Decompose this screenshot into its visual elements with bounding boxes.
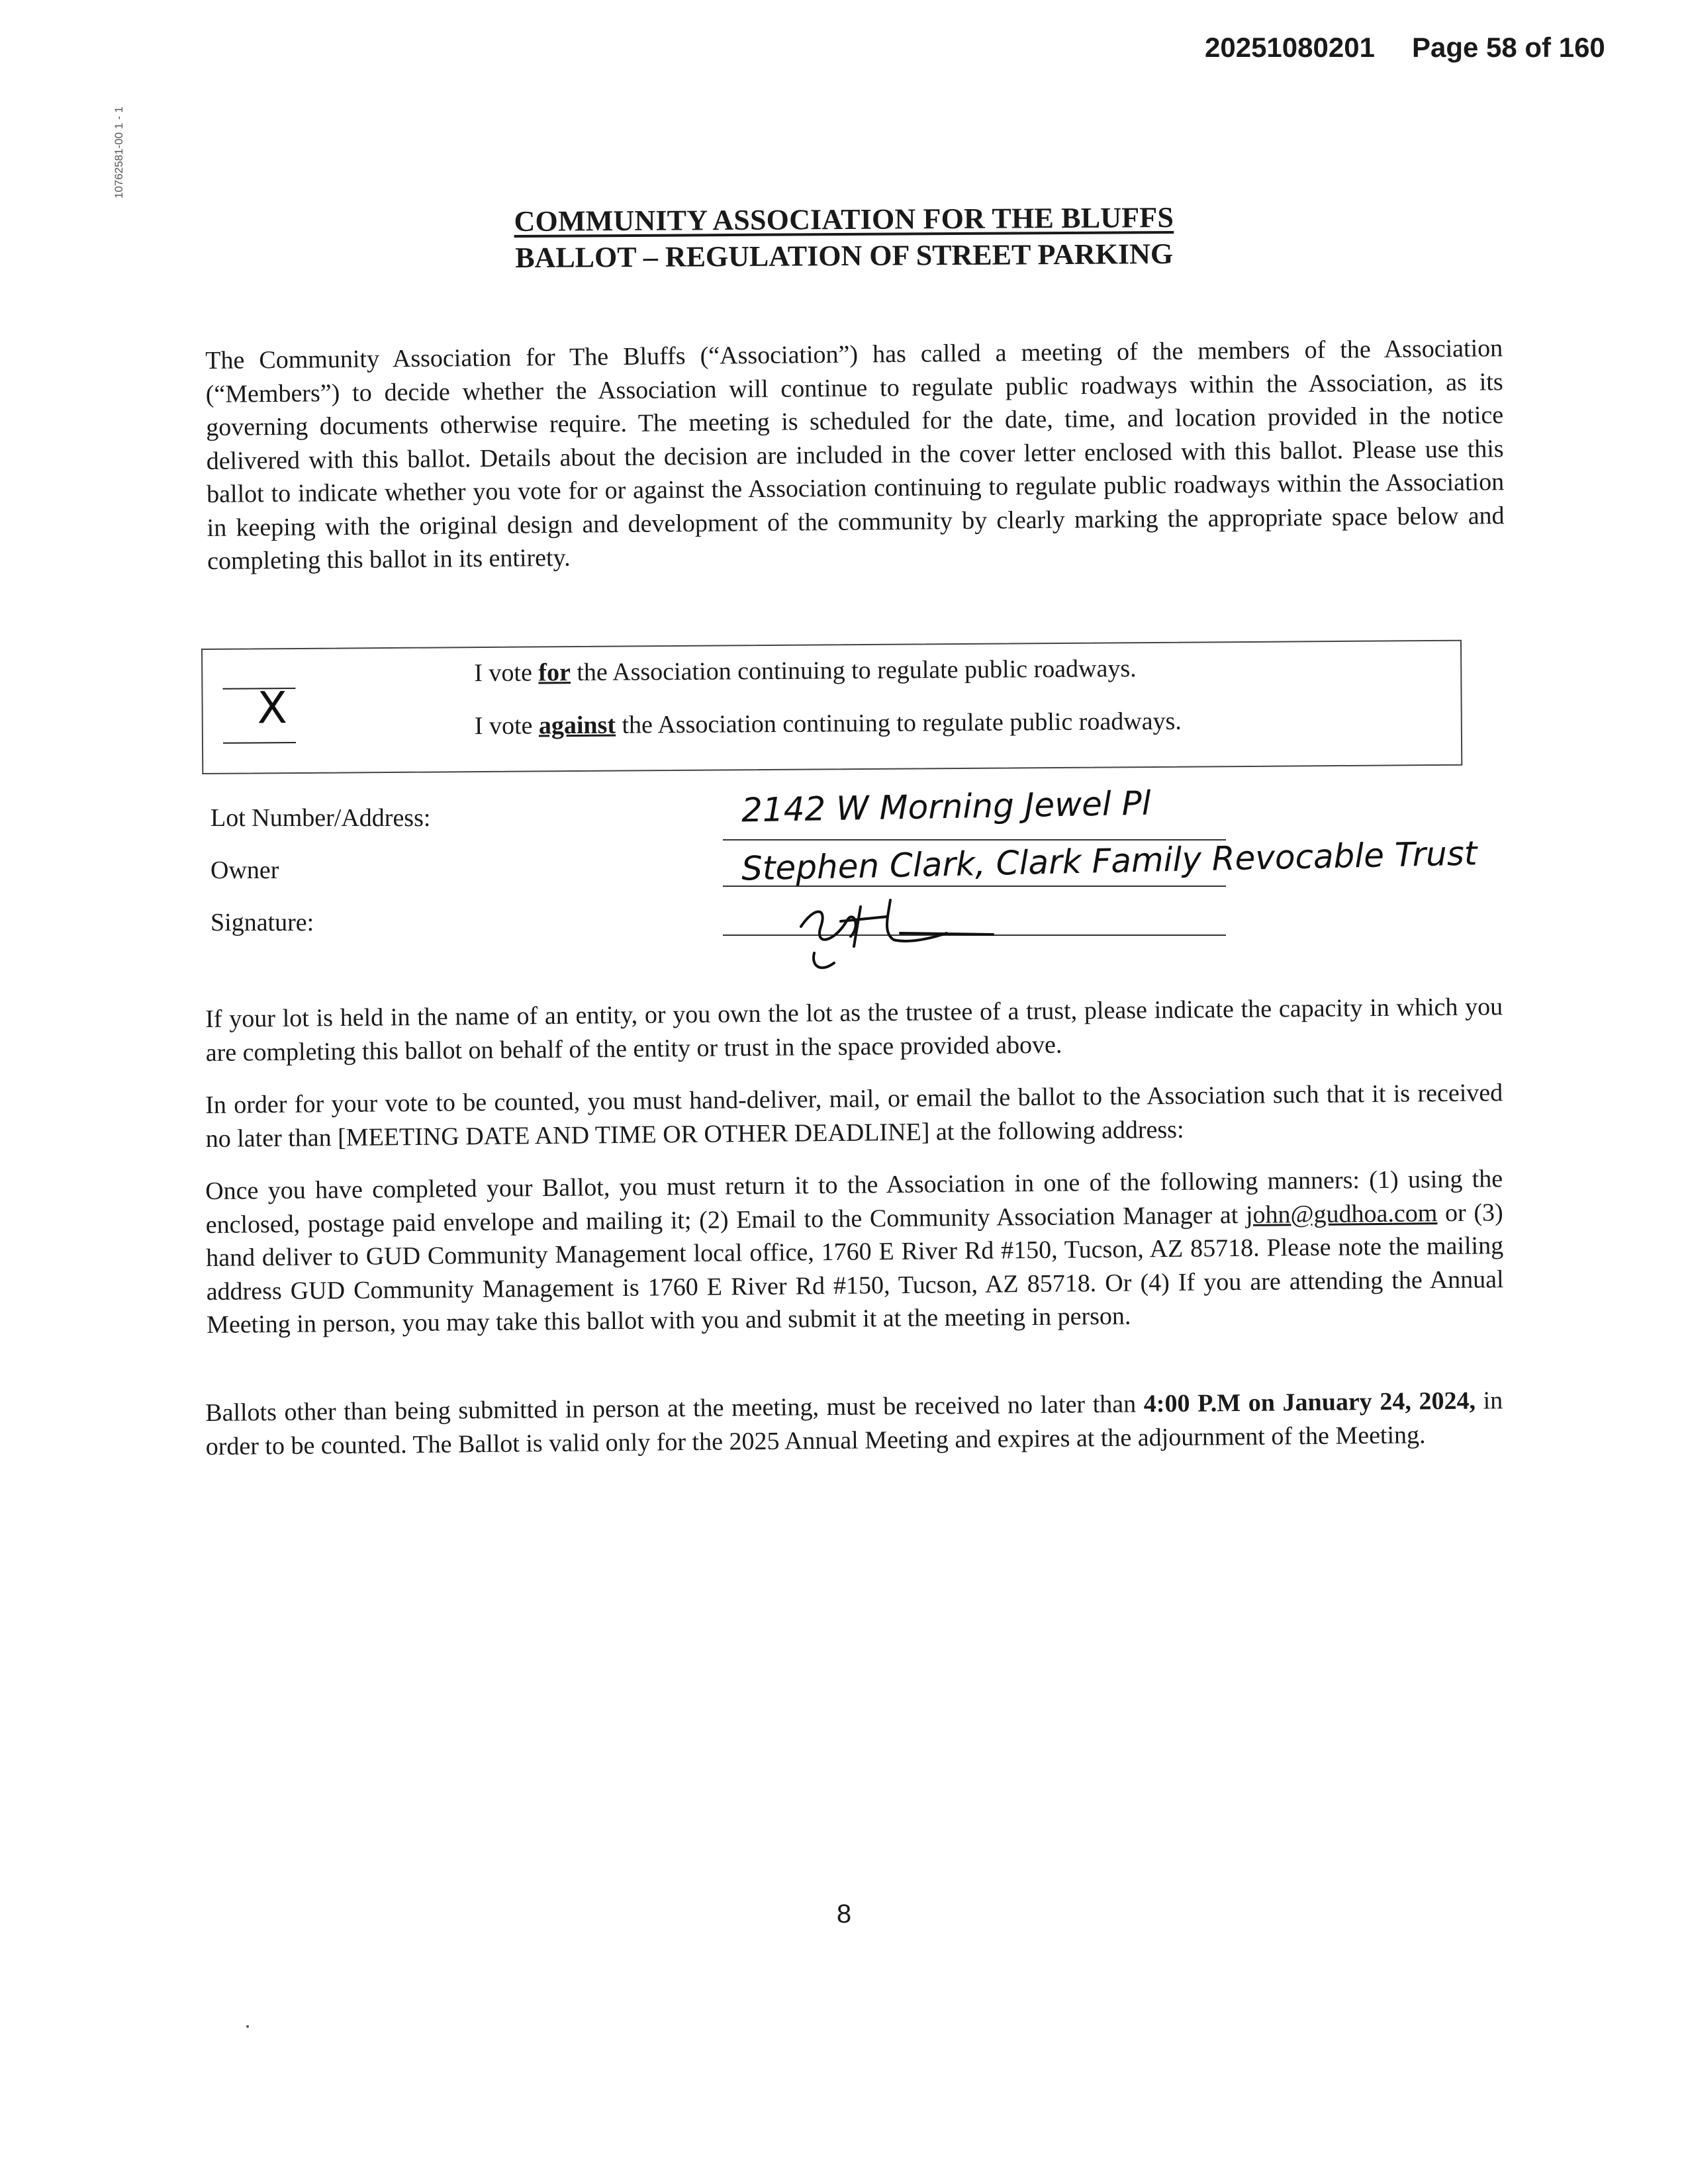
ballot-title xyxy=(0,197,1688,278)
intro-paragraph: The Community Association for The Bluffs (“Association”) has called a meeting of the members of the Association (“Members”) to decide whether the Association will continue to regulate public roadways within the Association, as its governing documents otherwise require. The meeting is scheduled for the date, time, and location provided in the notice delivered with this ballot. Details about the decision are included in the cover letter enclosed with this ballot. Please use this ballot to indicate whether you vote for or against the Association continuing to regulate public roadways within the Association in keeping with the original design and development of the community by clearly marking the appropriate space below and completing this ballot in its entirety. xyxy=(205,334,1505,575)
return-instructions xyxy=(205,1162,1504,1342)
vote-for-prefix: I vote xyxy=(474,659,539,688)
vote-box xyxy=(201,640,1462,774)
scan-speck xyxy=(246,2025,249,2028)
vote-for-text xyxy=(474,654,1137,688)
vote-against-suffix: the Association continuing to regulate public roadways. xyxy=(615,707,1182,739)
return-text-after: or (3) hand deliver to GUD Community Management local office, 1760 E River Rd #150, Tucson, AZ 85718. Please note the mailing address GUD Community Management is 1760 E River Rd #150, Tucson, AZ 85718. Or (4) If you are attending the Annual Meeting in person, you may take this ballot with you and submit it at the meeting in person. xyxy=(206,1198,1504,1339)
counted-note: In order for your vote to be counted, you must hand-deliver, mail, or email the ballot to the Association such that it is received no later than [MEETING DATE AND TIME OR OTHER DEADLINE] at the following address: xyxy=(205,1079,1503,1153)
vote-for-suffix: the Association continuing to regulate public roadways. xyxy=(570,655,1137,687)
vote-against-keyword: against xyxy=(538,711,616,740)
vote-against-blank[interactable] xyxy=(223,742,296,744)
page-header xyxy=(1205,32,1628,64)
deadline-text-after: in order to be counted. The Ballot is valid only for the 2025 Annual Meeting and expires at the adjournment of the Meeting. xyxy=(205,1387,1503,1461)
margin-stamp-text: 10762581-00 1 - 1 xyxy=(113,107,125,199)
signature-icon xyxy=(774,880,1039,973)
owner-label: Owner xyxy=(211,856,279,884)
title-association: COMMUNITY ASSOCIATION FOR THE BLUFFS xyxy=(514,201,1174,238)
manager-email-link[interactable]: john@gudhoa.com xyxy=(1245,1199,1438,1229)
entity-note: If your lot is held in the name of an entity, or you own the lot as the trustee of a trust, please indicate the capacity in which you are completing this ballot on behalf of the entity or trust in the space provided above. xyxy=(205,993,1503,1067)
lot-label: Lot Number/Address: xyxy=(211,804,431,832)
signature-label: Signature: xyxy=(211,909,314,936)
owner-handwritten-value: Stephen Clark, Clark Family Revocable Trust xyxy=(741,834,1477,888)
page-counter: Page 58 of 160 xyxy=(1411,32,1605,63)
vote-for-keyword: for xyxy=(538,659,571,687)
title-ballot: BALLOT – REGULATION OF STREET PARKING xyxy=(515,237,1174,275)
margin-stamp xyxy=(113,86,139,212)
x-mark-icon: X xyxy=(257,682,288,734)
vote-against-text xyxy=(475,707,1182,741)
deadline-paragraph xyxy=(205,1384,1503,1463)
page-number: 8 xyxy=(836,1899,852,1929)
vote-for-blank[interactable] xyxy=(222,682,295,734)
lot-handwritten-value: 2142 W Morning Jewel Pl xyxy=(741,784,1152,830)
vote-against-prefix: I vote xyxy=(474,711,539,741)
return-text-before: Once you have completed your Ballot, you must return it to the Association in one of the following manners: (1) using the enclosed, postage paid envelope and mailing it; (2) Email to the Community Association Manager at xyxy=(205,1165,1503,1239)
document-id: 20251080201 xyxy=(1205,32,1375,63)
deadline-date: 4:00 P.M on January 24, 2024, xyxy=(1143,1387,1476,1418)
deadline-text-before: Ballots other than being submitted in person at the meeting, must be received no later than xyxy=(205,1390,1145,1427)
